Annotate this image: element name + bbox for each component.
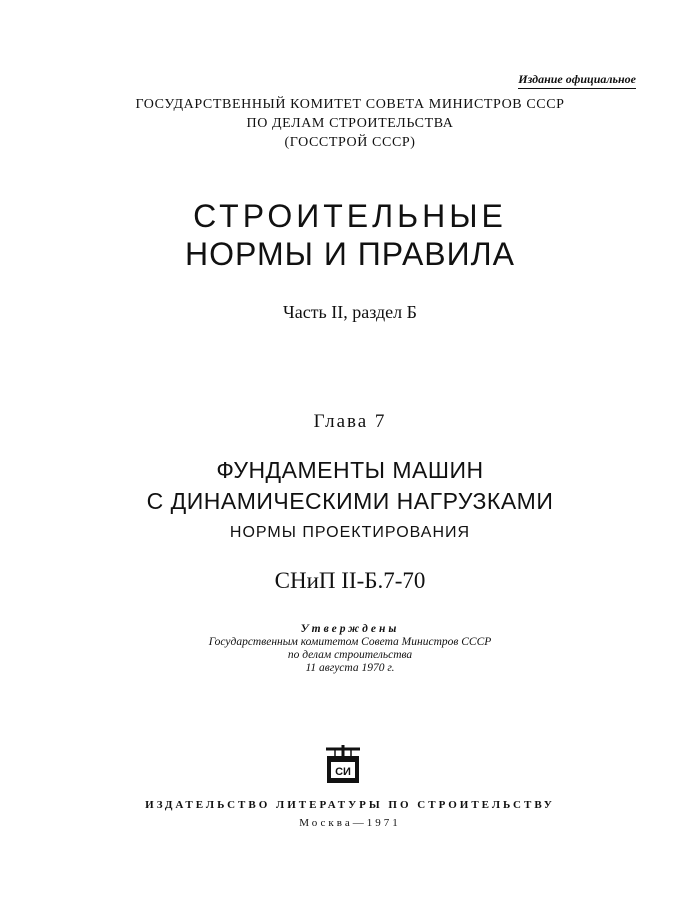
committee-line-1: ГОСУДАРСТВЕННЫЙ КОМИТЕТ СОВЕТА МИНИСТРОВ СССР [135, 97, 565, 112]
heading-line-1: ФУНДАМЕНТЫ МАШИН [216, 457, 484, 483]
edition-note: Издание официальное [518, 72, 636, 89]
part-label: Часть II, раздел Б [283, 302, 417, 322]
publisher-logo-icon [322, 743, 364, 785]
approval-block [0, 623, 700, 675]
title-line-1: СТРОИТЕЛЬНЫЕ [193, 198, 507, 234]
approval-lead: Утверждены [300, 623, 400, 635]
approval-line-1: Государственным комитетом Совета Министров СССР [208, 636, 492, 648]
approval-line-2: по делам строительства [287, 649, 413, 661]
committee-line-2: ПО ДЕЛАМ СТРОИТЕЛЬСТВА [246, 116, 454, 131]
logo-letters: СИ [335, 766, 351, 778]
title-line-2: НОРМЫ И ПРАВИЛА [185, 236, 515, 272]
heading-line-2: С ДИНАМИЧЕСКИМИ НАГРУЗКАМИ [146, 488, 554, 514]
document-title [0, 197, 700, 273]
approval-line-3: 11 августа 1970 г. [305, 662, 395, 674]
document-code: СНиП II-Б.7-70 [274, 568, 426, 593]
chapter-label: Глава 7 [313, 411, 387, 432]
city-year: Москва—1971 [299, 817, 401, 829]
committee-block [0, 95, 700, 152]
chapter-subheading: НОРМЫ ПРОЕКТИРОВАНИЯ [229, 524, 471, 541]
publisher-name: ИЗДАТЕЛЬСТВО ЛИТЕРАТУРЫ ПО СТРОИТЕЛЬСТВУ [145, 799, 555, 811]
chapter-heading [0, 455, 700, 517]
committee-line-3: (ГОССТРОЙ СССР) [284, 135, 416, 150]
